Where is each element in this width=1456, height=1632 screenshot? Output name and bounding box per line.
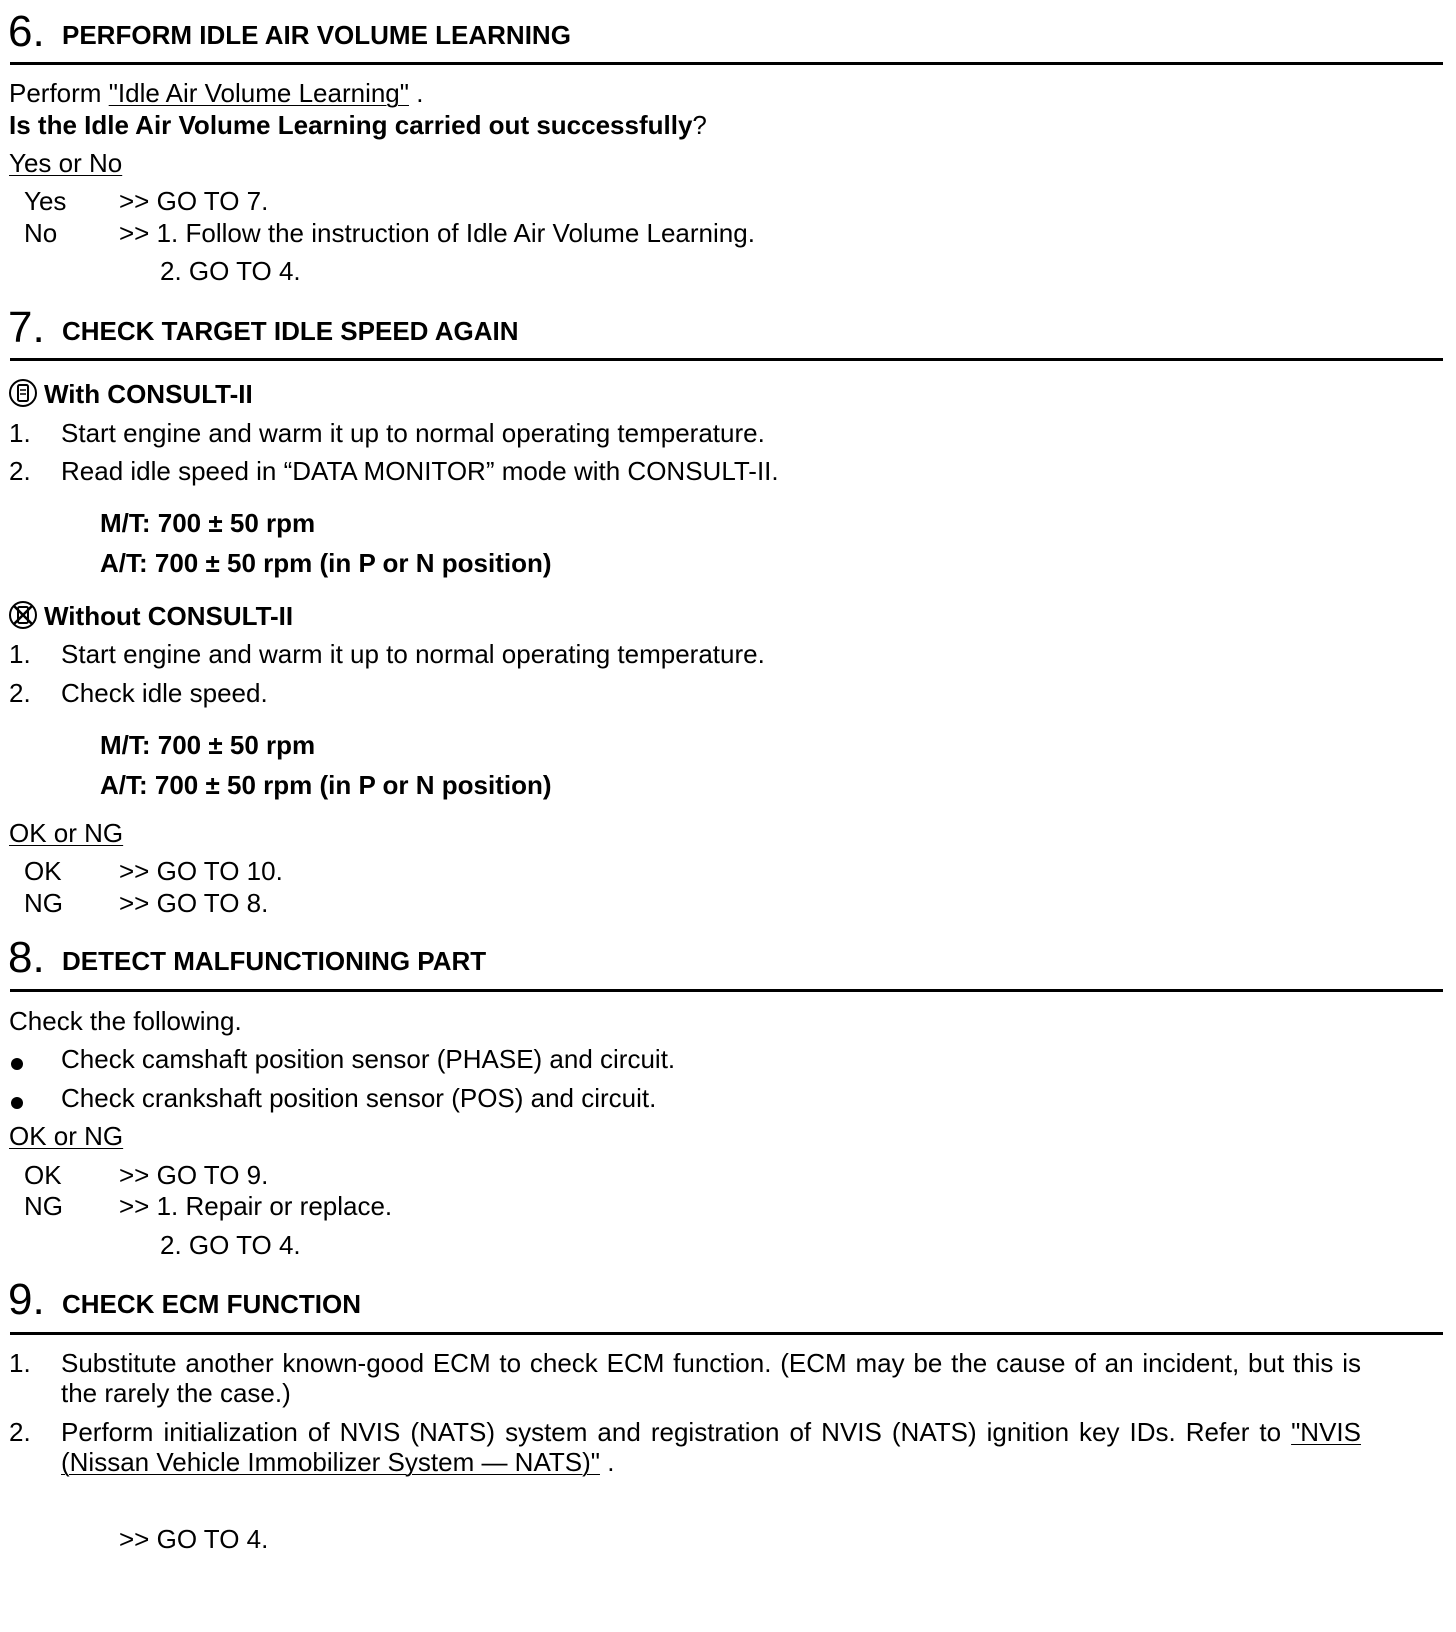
step-9-item-1-text: Substitute another known-good ECM to check ECM function. (ECM may be the cause of an incident, but this is the rarely the case.) bbox=[61, 1348, 1361, 1408]
step-6-question bbox=[9, 110, 707, 140]
step-8-ok-action: >> GO TO 9. bbox=[119, 1160, 269, 1190]
perform-prefix: Perform bbox=[9, 78, 109, 108]
step-8-number: 8. bbox=[8, 933, 45, 982]
step-6-yes-action: >> GO TO 7. bbox=[119, 186, 269, 216]
bullet-dot bbox=[11, 1058, 23, 1070]
step-6-number: 6. bbox=[8, 7, 45, 56]
no-consult-tool-icon bbox=[8, 600, 38, 630]
step-8-ok-label: OK bbox=[24, 1160, 62, 1190]
with-step-2-num: 2. bbox=[9, 456, 31, 486]
step-8-bullet-1: Check camshaft position sensor (PHASE) and circuit. bbox=[61, 1044, 676, 1074]
step-7-ok-label: OK bbox=[24, 856, 62, 886]
step-7-ok-action: >> GO TO 10. bbox=[119, 856, 283, 886]
idle-air-volume-learning-link[interactable]: "Idle Air Volume Learning" bbox=[108, 78, 409, 108]
step-8-ng-action: >> 1. Repair or replace. bbox=[119, 1191, 393, 1221]
step-9-item-2-suffix: . bbox=[599, 1447, 615, 1477]
consult-tool-icon bbox=[8, 378, 38, 408]
step-6-perform-line bbox=[9, 78, 423, 108]
nvis-nats-link[interactable]: "NVIS (Nissan Vehicle Immobilizer System — NATS)" bbox=[61, 1417, 1361, 1477]
step-6-decision-header: Yes or No bbox=[9, 148, 123, 178]
step-9-final-action: >> GO TO 4. bbox=[119, 1524, 269, 1554]
step-9-item-2-num: 2. bbox=[9, 1417, 31, 1447]
step-7-decision-header: OK or NG bbox=[9, 818, 124, 848]
with-step-2-text: Read idle speed in “DATA MONITOR” mode with CONSULT-II. bbox=[61, 456, 779, 486]
question-text: Is the Idle Air Volume Learning carried out successfully bbox=[9, 110, 693, 140]
step-9-item-1-num: 1. bbox=[9, 1348, 31, 1378]
step-6-yes-label: Yes bbox=[24, 186, 67, 216]
with-consult-heading bbox=[8, 378, 253, 409]
without-spec-at: A/T: 700 ± 50 rpm (in P or N position) bbox=[100, 770, 552, 800]
without-step-1-text: Start engine and warm it up to normal operating temperature. bbox=[61, 639, 765, 669]
step-9-title: CHECK ECM FUNCTION bbox=[62, 1289, 361, 1319]
step-8-bullet-2: Check crankshaft position sensor (POS) and circuit. bbox=[61, 1083, 657, 1113]
step-6-no-action-2: 2. GO TO 4. bbox=[160, 256, 301, 286]
step-7-ng-label: NG bbox=[24, 888, 63, 918]
step-7-number: 7. bbox=[8, 303, 45, 352]
step-8-ng-action-2: 2. GO TO 4. bbox=[160, 1230, 301, 1260]
step-7-title: CHECK TARGET IDLE SPEED AGAIN bbox=[62, 316, 519, 346]
with-consult-title: With CONSULT-II bbox=[44, 379, 253, 409]
step-8-divider bbox=[10, 989, 1443, 992]
with-spec-at: A/T: 700 ± 50 rpm (in P or N position) bbox=[100, 548, 552, 578]
step-9-item-2-text: Perform initialization of NVIS (NATS) system and registration of NVIS (NATS) ignition key IDs. Refer to bbox=[61, 1417, 1292, 1447]
step-6-no-label: No bbox=[24, 218, 58, 248]
with-step-1-text: Start engine and warm it up to normal operating temperature. bbox=[61, 418, 765, 448]
question-mark: ? bbox=[692, 110, 707, 140]
step-9-divider bbox=[10, 1332, 1443, 1335]
step-6-no-action: >> 1. Follow the instruction of Idle Air Volume Learning. bbox=[119, 218, 755, 248]
step-6-divider bbox=[10, 62, 1443, 65]
without-consult-title: Without CONSULT-II bbox=[44, 601, 294, 631]
step-7-divider bbox=[10, 358, 1443, 361]
without-spec-mt: M/T: 700 ± 50 rpm bbox=[100, 730, 316, 760]
step-8-intro: Check the following. bbox=[9, 1006, 242, 1036]
bullet-dot bbox=[11, 1097, 23, 1109]
step-9-item-2 bbox=[61, 1417, 1361, 1477]
without-step-1-num: 1. bbox=[9, 639, 31, 669]
step-8-ng-label: NG bbox=[24, 1191, 63, 1221]
perform-suffix: . bbox=[409, 78, 424, 108]
step-9-number: 9. bbox=[8, 1275, 45, 1324]
with-step-1-num: 1. bbox=[9, 418, 31, 448]
without-consult-heading bbox=[8, 600, 293, 631]
with-spec-mt: M/T: 700 ± 50 rpm bbox=[100, 508, 316, 538]
without-step-2-text: Check idle speed. bbox=[61, 678, 268, 708]
step-8-title: DETECT MALFUNCTIONING PART bbox=[62, 946, 487, 976]
step-8-decision-header: OK or NG bbox=[9, 1121, 124, 1151]
step-6-title: PERFORM IDLE AIR VOLUME LEARNING bbox=[62, 20, 571, 50]
step-7-ng-action: >> GO TO 8. bbox=[119, 888, 269, 918]
without-step-2-num: 2. bbox=[9, 678, 31, 708]
